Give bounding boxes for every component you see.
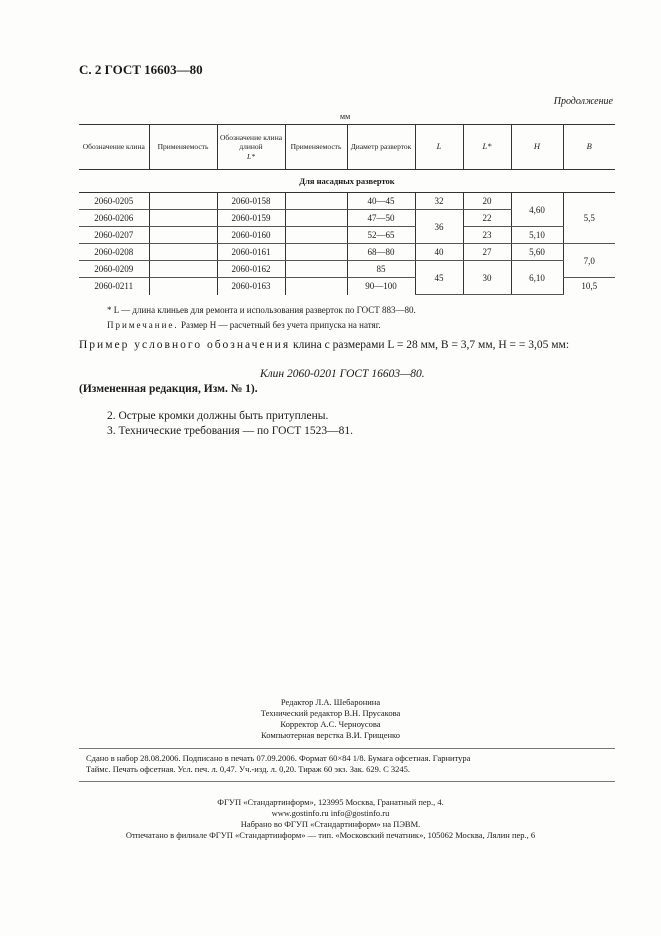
section-title: Для насадных разверток: [79, 170, 615, 193]
example-designation: Клин 2060-0201 ГОСТ 16603—80.: [260, 368, 425, 380]
cell-application-2: [285, 210, 347, 227]
cell-designation-long: 2060-0162: [217, 261, 285, 278]
cell-application-2: [285, 261, 347, 278]
cell-L: 45: [415, 261, 463, 295]
table-header-row: [79, 125, 615, 170]
example-text: клина с размерами L = 28 мм, B = 3,7 мм, H = = 3,05 мм:: [293, 339, 570, 351]
cell-diameter: 47—50: [347, 210, 415, 227]
col-diameter: Диаметр разверток: [347, 125, 415, 170]
footnote: * L — длина клиньев для ремонта и использования разверток по ГОСТ 883—80.: [107, 305, 416, 315]
cell-diameter: 68—80: [347, 244, 415, 261]
cell-application-2: [285, 193, 347, 210]
credit-editor: Редактор Л.А. Шебаронина: [280, 697, 381, 707]
col-Lstar: L*: [463, 125, 511, 170]
publisher-web: www.gostinfo.ru info@gostinfo.ru: [271, 808, 390, 818]
cell-designation-long: 2060-0158: [217, 193, 285, 210]
cell-designation: 2060-0207: [79, 227, 149, 244]
cell-diameter: 40—45: [347, 193, 415, 210]
table-row: [79, 193, 615, 210]
edition-note: (Измененная редакция, Изм. № 1).: [79, 383, 258, 395]
col-H: H: [511, 125, 563, 170]
cell-application: [149, 193, 217, 210]
cell-B: 10,5: [563, 278, 615, 295]
cell-application: [149, 227, 217, 244]
cell-L: 40: [415, 244, 463, 261]
publisher-typeset: Набрано во ФГУП «Стандартинформ» на ПЭВМ.: [240, 819, 421, 829]
continuation-label: Продолжение: [553, 96, 613, 107]
imprint-line-2: Таймс. Печать офсетная. Усл. печ. л. 0,47. Уч.-изд. л. 0,20. Тираж 60 экз. Зак. 629. С 3245.: [86, 764, 411, 774]
cell-designation-long: 2060-0161: [217, 244, 285, 261]
publisher-line: ФГУП «Стандартинформ», 123995 Москва, Гранатный пер., 4.: [217, 797, 444, 807]
cell-H: 4,60: [511, 193, 563, 227]
cell-designation-long: 2060-0159: [217, 210, 285, 227]
cell-Lstar: 27: [463, 244, 511, 261]
list-item: 3. Технические требования — по ГОСТ 1523—81.: [107, 425, 353, 437]
cell-designation: 2060-0209: [79, 261, 149, 278]
cell-H: 5,60: [511, 244, 563, 261]
remark-label: Примечание.: [107, 320, 179, 330]
cell-designation: 2060-0205: [79, 193, 149, 210]
col-designation-long-sym: L*: [247, 151, 255, 161]
cell-diameter: 85: [347, 261, 415, 278]
cell-application-2: [285, 278, 347, 295]
cell-application: [149, 261, 217, 278]
credit-layout: Компьютерная верстка В.И. Грищенко: [260, 730, 401, 740]
cell-Lstar: 22: [463, 210, 511, 227]
col-B: B: [563, 125, 615, 170]
units-label: мм: [340, 112, 351, 121]
credit-corrector: Корректор А.С. Черноусова: [280, 719, 381, 729]
cell-L: 32: [415, 193, 463, 210]
cell-designation-long: 2060-0160: [217, 227, 285, 244]
table-row: [79, 227, 615, 244]
col-designation-long-text: Обозначение клина длиной: [219, 132, 283, 152]
cell-Lstar: 20: [463, 193, 511, 210]
publisher-print: Отпечатано в филиале ФГУП «Стандартинформ» — тип. «Московский печатник», 105062 Москва, Лялин пер., 6: [125, 830, 536, 840]
page-header: С. 2 ГОСТ 16603—80: [79, 62, 203, 77]
example-label: Пример условного обозначения: [79, 339, 291, 351]
cell-designation-long: 2060-0163: [217, 278, 285, 295]
imprint-line-1: Сдано в набор 28.08.2006. Подписано в печать 07.09.2006. Формат 60×84 1/8. Бумага офсетная. Гарнитура: [86, 753, 471, 763]
example-paragraph: [79, 338, 619, 353]
cell-L: 36: [415, 210, 463, 244]
credit-tech-editor: Технический редактор В.Н. Прусакова: [260, 708, 401, 718]
cell-Lstar: 30: [463, 261, 511, 295]
table-row: [79, 261, 615, 278]
col-designation-long: [217, 125, 285, 170]
col-application: Применяемость: [149, 125, 217, 170]
col-designation: Обозначение клина: [79, 125, 149, 170]
cell-Lstar: 23: [463, 227, 511, 244]
divider: [79, 748, 615, 749]
cell-diameter: 52—65: [347, 227, 415, 244]
section-row: [79, 170, 615, 193]
cell-H: 5,10: [511, 227, 563, 244]
cell-designation: 2060-0208: [79, 244, 149, 261]
cell-application: [149, 244, 217, 261]
remark-text: Размер H — расчетный без учета припуска на натяг.: [180, 320, 381, 330]
spec-table: [79, 124, 615, 295]
cell-B: 7,0: [563, 244, 615, 278]
cell-application-2: [285, 244, 347, 261]
cell-designation: 2060-0211: [79, 278, 149, 295]
col-application-2: Применяемость: [285, 125, 347, 170]
cell-H: 6,10: [511, 261, 563, 295]
cell-designation: 2060-0206: [79, 210, 149, 227]
cell-B: 5,5: [563, 193, 615, 244]
cell-diameter: 90—100: [347, 278, 415, 295]
remark: [107, 320, 381, 330]
col-L: L: [415, 125, 463, 170]
cell-application: [149, 278, 217, 295]
cell-application: [149, 210, 217, 227]
cell-application-2: [285, 227, 347, 244]
divider: [79, 781, 615, 782]
table-row: [79, 244, 615, 261]
list-item: 2. Острые кромки должны быть притуплены.: [107, 410, 329, 422]
